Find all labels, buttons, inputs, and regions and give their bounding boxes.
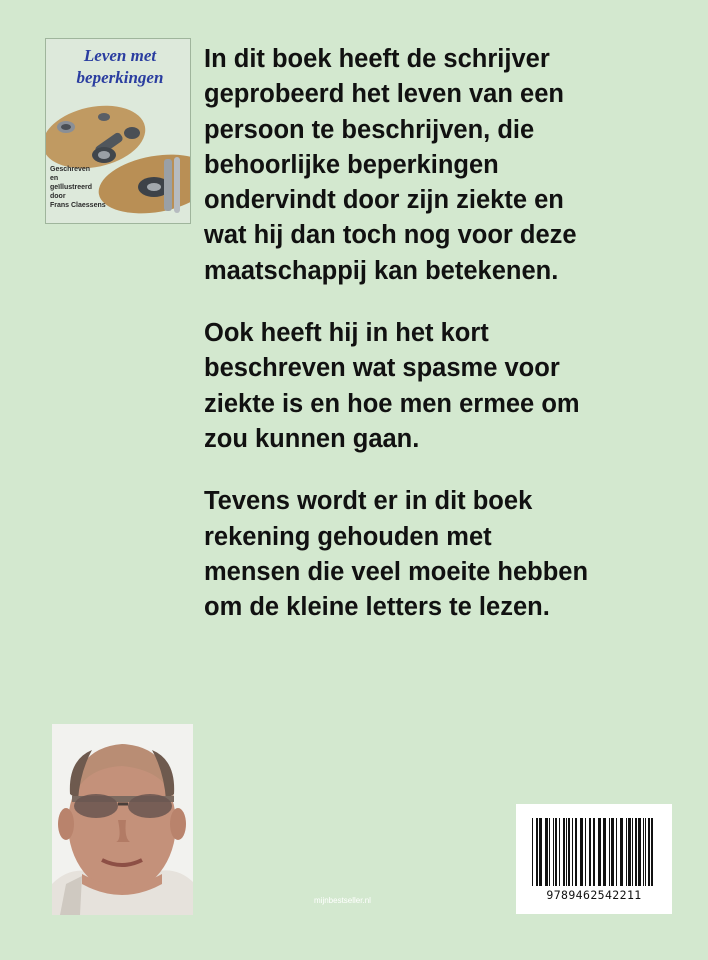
barcode-bar (620, 818, 623, 886)
barcode-bar (638, 818, 641, 886)
barcode-bar (559, 818, 560, 886)
barcode-bar (603, 818, 606, 886)
barcode-bar (532, 818, 533, 886)
barcode-bar (643, 818, 644, 886)
barcode-bar (598, 818, 601, 886)
author-portrait-illustration (52, 724, 193, 915)
barcode-bar (609, 818, 610, 886)
barcode-bar (580, 818, 583, 886)
barcode-bar (593, 818, 595, 886)
blurb-paragraph-2: Ook heeft hij in het kort beschreven wat spasme voor ziekte is en hoe men ermee om zou kunnen gaan. (204, 319, 580, 453)
barcode-bar (566, 818, 567, 886)
barcode-bar (616, 818, 617, 886)
front-cover-thumbnail (45, 38, 191, 224)
blurb-paragraph-1: In dit boek heeft de schrijver geprobeerd het leven van een persoon te beschrijven, die behoorlijke beperkingen ondervindt door zijn ziekte en wat hij dan toch nog voor deze maatschappij kan betekenen. (204, 45, 577, 285)
barcode-bar (648, 818, 650, 886)
barcode-bar (651, 818, 653, 886)
barcode-bar (632, 818, 633, 886)
barcode-bar (553, 818, 554, 886)
cover-title: Leven met beperkingen (76, 46, 164, 87)
barcode-bar (563, 818, 565, 886)
barcode-bar (645, 818, 646, 886)
barcode-bar (568, 818, 570, 886)
barcode-bar (549, 818, 550, 886)
isbn-barcode (516, 804, 672, 914)
barcode-bar (626, 818, 627, 886)
barcode-bar (545, 818, 548, 886)
barcode-bar (575, 818, 577, 886)
barcode-bar (536, 818, 538, 886)
back-cover-blurb (204, 42, 684, 625)
barcode-bar (589, 818, 591, 886)
barcode-bar (611, 818, 614, 886)
cover-byline: Geschreven en geïllustreerd door Frans Claessens (50, 166, 106, 209)
barcode-bar (539, 818, 542, 886)
publisher-credit: mijnbestseller.nl (314, 896, 371, 905)
author-photo (52, 724, 193, 915)
barcode-bar (628, 818, 631, 886)
barcode-bar (635, 818, 637, 886)
barcode-bars (530, 818, 658, 886)
isbn-number: 9789462542211 (546, 888, 642, 902)
barcode-bar (572, 818, 573, 886)
blurb-paragraph-3: Tevens wordt er in dit boek rekening gehouden met mensen die veel moeite hebben om de kleine letters te lezen. (204, 487, 589, 622)
barcode-bar (555, 818, 557, 886)
barcode-bar (585, 818, 586, 886)
